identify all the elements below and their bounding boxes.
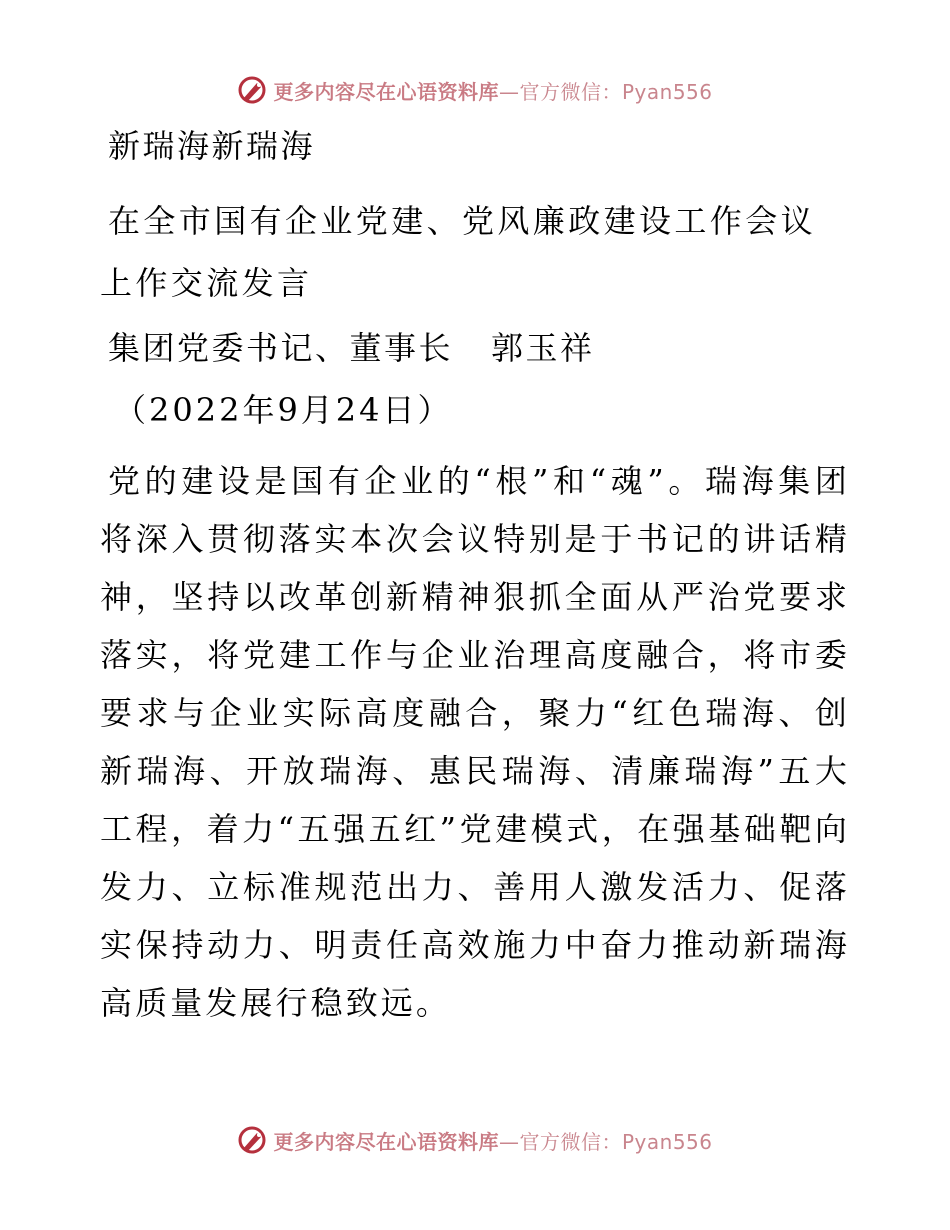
document-title: 新瑞海新瑞海 — [108, 127, 316, 165]
pen-logo-icon — [237, 1125, 267, 1155]
watermark-text: 更多内容尽在心语资料库—官方微信：Pyan556 — [273, 1129, 713, 1154]
document-date: （2022年9月24日） — [114, 391, 453, 429]
document-body — [100, 124, 850, 1032]
author-line — [100, 326, 850, 370]
watermark-text: 更多内容尽在心语资料库—官方微信：Pyan556 — [273, 79, 713, 104]
author-role: 集团党委书记、董事长 — [108, 329, 454, 367]
footer-watermark — [0, 1120, 950, 1160]
document-subtitle: 在全市国有企业党建、党风廉政建设工作会议上作交流发言 — [100, 202, 817, 302]
author-name: 郭玉祥 — [491, 329, 595, 367]
header-watermark — [0, 70, 950, 110]
pen-logo-icon — [237, 75, 267, 105]
body-paragraph: 党的建设是国有企业的“根”和“魂”。瑞海集团将深入贯彻落实本次会议特别是于书记的讲话精神，坚持以改革创新精神狠抓全面从严治党要求落实，将党建工作与企业治理高度融合，将市委要求与企业实际高度融合，聚力“红色瑞海、创新瑞海、开放瑞海、惠民瑞海、清廉瑞海”五大工程，着力“五强五红”党建模式，在强基础靶向发力、立标准规范出力、善用人激发活力、促落实保持动力、明责任高效施力中奋力推动新瑞海高质量发展行稳致远。 — [100, 462, 850, 1022]
